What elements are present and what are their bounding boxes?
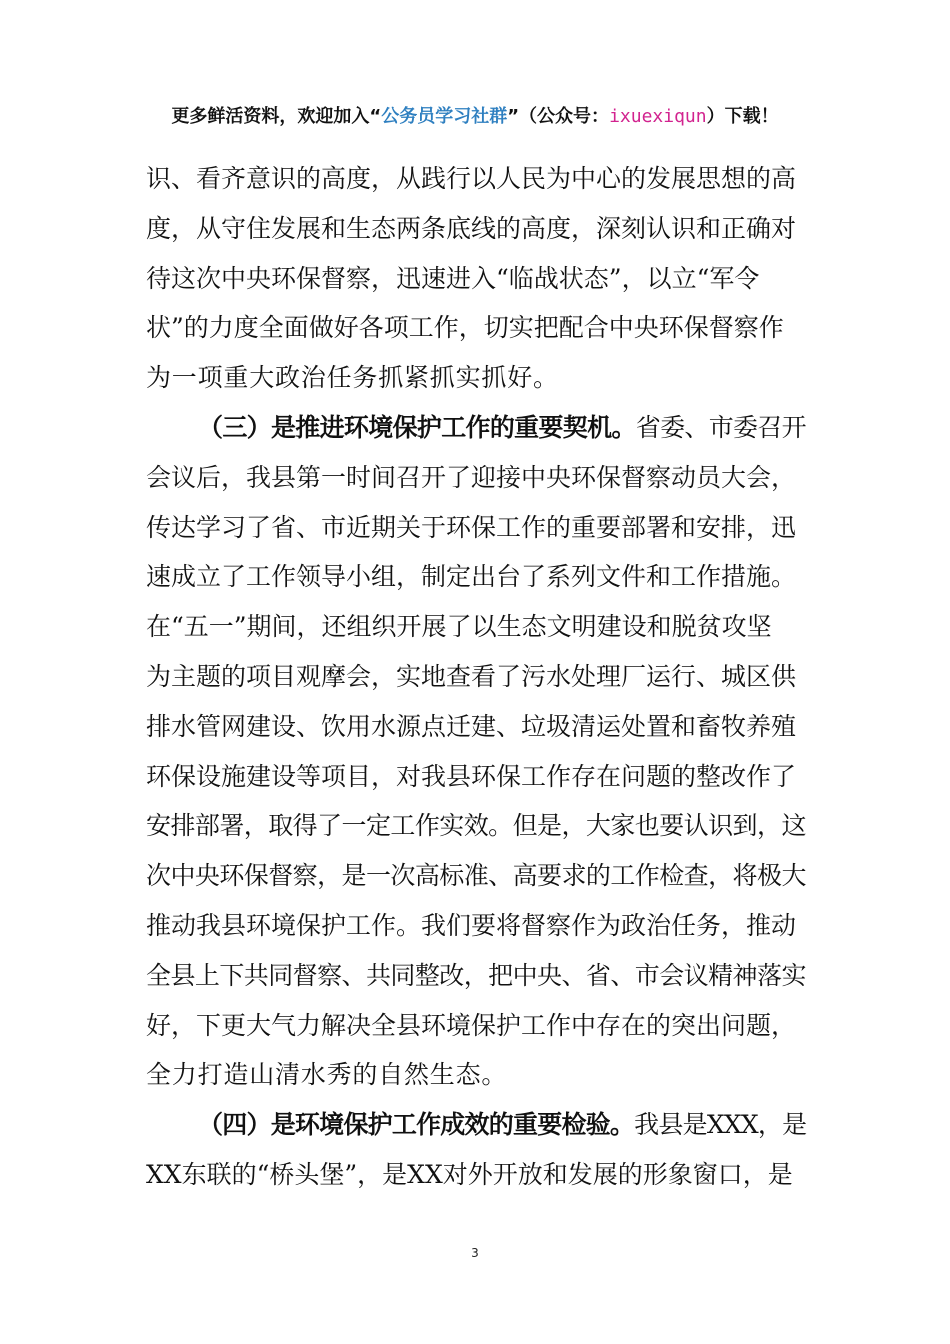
header-middle: ”（公众号：	[507, 106, 610, 127]
line-text: XX东联的“桥头堡”，是XX对外开放和发展的形象窗口，是	[146, 1159, 793, 1189]
text-line	[146, 453, 806, 503]
text-line	[146, 901, 806, 951]
line-text: 好，下更大气力解决全县环境保护工作中存在的突出问题，	[146, 1010, 797, 1040]
line-text: 待这次中央环保督察，迅速进入“临战状态”，以立“军令	[146, 263, 760, 293]
line-text: 为一项重大政治任务抓紧抓实抓好。	[146, 363, 559, 393]
line-text: 推动我县环境保护工作。我们要将督察作为政治任务，推动	[146, 910, 797, 940]
line-text: 全县上下共同督察、共同整改，把中央、省、市会议精神落实	[146, 960, 806, 990]
section-heading-line	[146, 403, 806, 453]
page-header-banner	[0, 104, 950, 130]
line-text: 会议后，我县第一时间召开了迎接中央环保督察动员大会，	[146, 462, 797, 492]
text-line	[146, 204, 806, 254]
text-line	[146, 303, 806, 353]
line-text: 我县是XXX，是	[634, 1110, 807, 1140]
text-line	[146, 1150, 806, 1200]
text-line	[146, 851, 806, 901]
text-line	[146, 154, 806, 204]
line-text: 识、看齐意识的高度，从践行以人民为中心的发展思想的高	[146, 164, 797, 193]
section-heading: （三）是推进环境保护工作的重要契机。	[198, 412, 636, 442]
header-brand-link[interactable]: 公务员学习社群	[381, 106, 508, 127]
text-line	[146, 602, 806, 652]
line-text: 度，从守住发展和生态两条底线的高度，深刻认识和正确对	[146, 213, 797, 243]
section-heading-line	[146, 1100, 806, 1150]
text-line	[146, 254, 806, 304]
document-body	[146, 154, 806, 1200]
page-number: 3	[471, 1246, 479, 1260]
line-text: 省委、市委召开	[635, 412, 807, 442]
line-text: 在“五一”期间，还组织开展了以生态文明建设和脱贫攻坚	[146, 612, 772, 642]
line-text: 排水管网建设、饮用水源点迁建、垃圾清运处置和畜牧养殖	[146, 711, 797, 741]
text-line	[146, 801, 806, 851]
text-line	[146, 503, 806, 553]
line-text: 为主题的项目观摩会，实地查看了污水处理厂运行、城区供	[146, 661, 797, 691]
line-text: 速成立了工作领导小组，制定出台了系列文件和工作措施。	[146, 562, 797, 592]
header-suffix: ）下载！	[706, 106, 779, 127]
line-text: 环保设施建设等项目，对我县环保工作存在问题的整改作了	[146, 761, 797, 791]
line-text: 次中央环保督察，是一次高标准、高要求的工作检查，将极大	[146, 861, 806, 891]
line-text: 全力打造山清水秀的自然生态。	[146, 1060, 508, 1090]
text-line	[146, 1050, 806, 1100]
text-line	[146, 951, 806, 1001]
text-line	[146, 752, 806, 802]
section-heading: （四）是环境保护工作成效的重要检验。	[198, 1110, 635, 1140]
text-line	[146, 702, 806, 752]
text-line	[146, 552, 806, 602]
text-line	[146, 1001, 806, 1051]
line-text: 安排部署，取得了一定工作实效。但是，大家也要认识到，这	[146, 811, 806, 841]
line-text: 传达学习了省、市近期关于环保工作的重要部署和安排，迅	[146, 512, 797, 542]
line-text: 状”的力度全面做好各项工作，切实把配合中央环保督察作	[146, 313, 784, 343]
header-prefix: 更多鲜活资料，欢迎加入“	[171, 106, 382, 127]
text-line	[146, 652, 806, 702]
text-line	[146, 353, 806, 403]
header-account: ixuexiqun	[609, 106, 707, 127]
